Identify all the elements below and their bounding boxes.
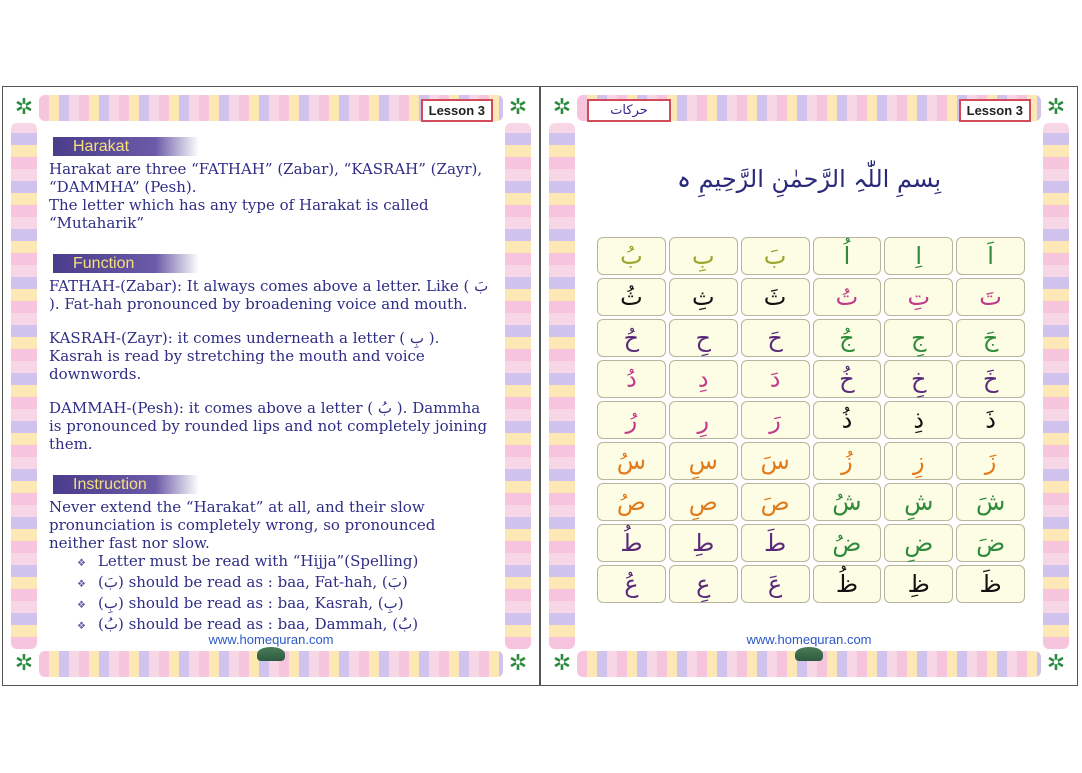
letter-cell[interactable]: حُ <box>597 319 666 357</box>
letter-cell[interactable]: بِ <box>669 237 738 275</box>
section-heading-harakat: Harakat <box>53 137 199 156</box>
paragraph-fathah: FATHAH-(Zabar): It always comes above a letter. Like ( بَ ). Fat-hah pronounced by broadening voice and mouth. <box>49 277 489 313</box>
floral-star-icon: ✲ <box>1046 651 1066 676</box>
letter-cell[interactable]: ذِ <box>884 401 953 439</box>
letter-cell[interactable]: صِ <box>669 483 738 521</box>
letter-cell[interactable]: زُ <box>813 442 882 480</box>
floral-star-icon: ✲ <box>14 651 34 676</box>
harakat-letter-grid <box>597 237 1025 603</box>
letter-cell[interactable]: زَ <box>956 442 1025 480</box>
letter-cell[interactable]: طَ <box>741 524 810 562</box>
floral-star-icon: ✲ <box>552 95 572 120</box>
letter-cell[interactable]: تُ <box>813 278 882 316</box>
letter-cell[interactable]: دُ <box>597 360 666 398</box>
list-item: ❖ (بُ) should be read as : baa, Dammah, (بُ) <box>77 615 495 636</box>
section-heading-instruction: Instruction <box>53 475 199 494</box>
letter-cell[interactable]: تَ <box>956 278 1025 316</box>
letter-cell[interactable]: اُ <box>813 237 882 275</box>
letter-cell[interactable]: جَ <box>956 319 1025 357</box>
letter-cell[interactable]: دَ <box>741 360 810 398</box>
website-link[interactable]: www.homequran.com <box>746 632 872 647</box>
ornament-border-right <box>505 123 531 649</box>
left-content <box>47 131 495 635</box>
letter-cell[interactable]: رِ <box>669 401 738 439</box>
letter-cell[interactable]: عِ <box>669 565 738 603</box>
letter-cell[interactable]: تِ <box>884 278 953 316</box>
letter-cell[interactable]: ضِ <box>884 524 953 562</box>
floral-star-icon: ✲ <box>508 651 528 676</box>
section-heading-function: Function <box>53 254 199 273</box>
letter-cell[interactable]: شُ <box>813 483 882 521</box>
instruction-list <box>77 552 495 636</box>
paragraph: The letter which has any type of Harakat is called “Mutaharik” <box>49 196 429 232</box>
urdu-title-label: حرکات <box>587 99 671 122</box>
list-item: ❖ (بَ) should be read as : baa, Fat-hah, (بَ) <box>77 573 495 594</box>
quran-stand-icon <box>257 647 285 661</box>
letter-cell[interactable]: ظَ <box>956 565 1025 603</box>
ornament-border-left <box>11 123 37 649</box>
letter-cell[interactable]: جِ <box>884 319 953 357</box>
letter-cell[interactable]: ثُ <box>597 278 666 316</box>
letter-cell[interactable]: سَ <box>741 442 810 480</box>
letter-cell[interactable]: جُ <box>813 319 882 357</box>
paragraph-kasrah: KASRAH-(Zayr): it comes underneath a letter ( بِ ). Kasrah is read by stretching the mouth and voice downwords. <box>49 329 440 383</box>
letter-cell[interactable]: ضَ <box>956 524 1025 562</box>
website-link[interactable]: www.homequran.com <box>208 632 334 647</box>
floral-star-icon: ✲ <box>552 651 572 676</box>
floral-star-icon: ✲ <box>508 95 528 120</box>
letter-cell[interactable]: دِ <box>669 360 738 398</box>
right-page <box>540 86 1078 686</box>
left-page <box>2 86 540 686</box>
letter-cell[interactable]: ثِ <box>669 278 738 316</box>
letter-cell[interactable]: سِ <box>669 442 738 480</box>
letter-cell[interactable]: زِ <box>884 442 953 480</box>
letter-cell[interactable]: رَ <box>741 401 810 439</box>
letter-cell[interactable]: ذُ <box>813 401 882 439</box>
letter-cell[interactable]: خُ <box>813 360 882 398</box>
letter-cell[interactable]: خَ <box>956 360 1025 398</box>
list-item: ❖ Letter must be read with “Hijja”(Spelling) <box>77 552 495 573</box>
lesson-label: Lesson 3 <box>959 99 1031 122</box>
letter-cell[interactable]: عُ <box>597 565 666 603</box>
letter-cell[interactable]: بُ <box>597 237 666 275</box>
letter-cell[interactable]: بَ <box>741 237 810 275</box>
ornament-border-right <box>1043 123 1069 649</box>
letter-cell[interactable]: ظُ <box>813 565 882 603</box>
letter-cell[interactable]: رُ <box>597 401 666 439</box>
floral-star-icon: ✲ <box>1046 95 1066 120</box>
letter-cell[interactable]: اَ <box>956 237 1025 275</box>
letter-cell[interactable]: شَ <box>956 483 1025 521</box>
bismillah-text: بِسمِ اللّٰہِ الرَّحمٰنِ الرَّحِیمِ ہ <box>676 165 942 193</box>
letter-cell[interactable]: ثَ <box>741 278 810 316</box>
floral-star-icon: ✲ <box>14 95 34 120</box>
letter-cell[interactable]: خِ <box>884 360 953 398</box>
quran-stand-icon <box>795 647 823 661</box>
letter-cell[interactable]: ضُ <box>813 524 882 562</box>
letter-cell[interactable]: صُ <box>597 483 666 521</box>
letter-cell[interactable]: ظِ <box>884 565 953 603</box>
letter-cell[interactable]: حِ <box>669 319 738 357</box>
letter-cell[interactable]: حَ <box>741 319 810 357</box>
list-item: ❖ (بِ) should be read as : baa, Kasrah, (بِ) <box>77 594 495 615</box>
lesson-label: Lesson 3 <box>421 99 493 122</box>
letter-cell[interactable]: اِ <box>884 237 953 275</box>
paragraph-dammah: DAMMAH-(Pesh): it comes above a letter ( بُ ). Dammha is pronounced by rounded lips and not completely joining them. <box>49 399 488 453</box>
letter-cell[interactable]: طِ <box>669 524 738 562</box>
ornament-border-left <box>549 123 575 649</box>
paragraph: Harakat are three “FATHAH” (Zabar), “KASRAH” (Zayr), “DAMMHA” (Pesh). <box>49 160 483 196</box>
letter-cell[interactable]: صَ <box>741 483 810 521</box>
letter-cell[interactable]: سُ <box>597 442 666 480</box>
letter-cell[interactable]: شِ <box>884 483 953 521</box>
paragraph-instruction: Never extend the “Harakat” at all, and their slow pronunciation is completely wrong, so pronounced neither fast nor slow. <box>49 498 436 552</box>
letter-cell[interactable]: عَ <box>741 565 810 603</box>
letter-cell[interactable]: ذَ <box>956 401 1025 439</box>
letter-cell[interactable]: طُ <box>597 524 666 562</box>
